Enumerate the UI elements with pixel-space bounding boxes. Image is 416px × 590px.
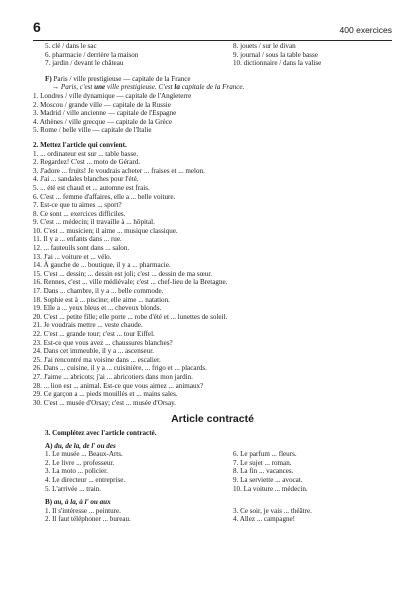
exercise-3a-right: [233, 450, 392, 493]
exercise-3b-title: [33, 498, 392, 507]
list-item: 17. Dans ... chambre, il y a ... belle commode.: [33, 287, 164, 296]
list-item: 16. Rennes, c'est ... ville médiévale; c'est ... chef-lieu de la Bretagne.: [33, 278, 228, 287]
list-item: 7. jardin / devant le château: [45, 59, 124, 68]
list-item: 9. La serviette ... avocat.: [233, 475, 303, 484]
list-item: 5. ... été est chaud et ... automne est frais.: [33, 183, 150, 192]
list-item: 6. Le parfum ... fleurs.: [233, 450, 297, 459]
exercise-3a-label: A): [45, 441, 53, 450]
list-item: 14. À gauche de ... boutique, il y a ... pharmacie.: [33, 261, 171, 270]
exercise-3a-title: [33, 442, 392, 451]
list-item: 4. Athènes / ville grecque — capitale de la Grèce: [33, 117, 173, 126]
list-item: 1. Il s'intéresse ... peinture.: [45, 506, 121, 515]
section-title: Article contracté: [171, 413, 254, 426]
page-header: [33, 0, 392, 40]
list-item: 3. Ce soir, je vais ... théâtre.: [233, 506, 312, 515]
list-item: 30. C'est ... musée d'Orsay; c'est ... musée d'Orsay.: [33, 398, 176, 407]
section-f-items: [33, 92, 392, 135]
list-item: 8. Ce sont ... exercices difficiles.: [33, 209, 126, 218]
list-item: 7. Est-ce que tu aimes ... sport?: [33, 201, 122, 210]
list-item: 1. Le musée ... Beaux-Arts.: [45, 450, 123, 459]
list-item: 2. Le livre ... professeur.: [45, 458, 115, 467]
list-item: 4. Le directeur ... entreprise.: [45, 475, 126, 484]
exercise-3a-items: [33, 450, 392, 493]
list-item: 8. jouets / sur le divan: [233, 42, 296, 50]
list-item: 2. Il faut téléphoner ... bureau.: [45, 515, 131, 524]
list-item: 1. ... ordinateur est sur ... table basse.: [33, 149, 138, 158]
list-item: 9. journal / sous la table basse: [233, 50, 318, 59]
section-f-letter: F): [45, 74, 52, 83]
list-item: 6. pharmacie / derrière la maison: [45, 50, 139, 59]
section-f-prompt: [33, 75, 392, 84]
list-item: 29. Ce garçon a ... pieds mouillés et ... mains sales.: [33, 390, 178, 399]
example-part: capitale de la France.: [179, 83, 245, 92]
list-item: 10. La voiture ... médecin.: [233, 484, 308, 493]
exercise-2-title: 2. Mettez l'article qui convient.: [33, 140, 127, 149]
example-arrow: →: [52, 83, 60, 92]
list-item: 23. Est-ce que vous avez ... chaussures blanches?: [33, 338, 173, 347]
list-item: 27. J'aime ... abricots; j'ai ... abricotiers dans mon jardin.: [33, 372, 193, 381]
exercise-3b-subtitle: au, à la, à l' ou aux: [53, 498, 111, 507]
example-part: Paris, c'est: [60, 83, 95, 92]
list-item: 5. Rome / belle ville — capitale de l'Italie: [33, 126, 152, 135]
list-item: 22. C'est ... grande tour; c'est ... tour Eiffel.: [33, 330, 155, 338]
list-item: 25. J'ai rencontré ma voisine dans ... escalier.: [33, 355, 161, 364]
list-item: 8. La fin ... vacances.: [233, 467, 294, 476]
list-item: 10. C'est ... musicien; il aime ... musique classique.: [33, 226, 178, 235]
list-item: 18. Sophie est à ... piscine; elle aime ... natation.: [33, 295, 170, 304]
list-item: 19. Elle a ... yeux bleus et ... cheveux blonds.: [33, 304, 162, 313]
list-item: 4. J'ai ... sandales blanches pour l'été.: [33, 175, 139, 184]
exercise-3b-right: [233, 507, 392, 524]
list-item: 3. La moto ... policier.: [45, 467, 108, 476]
page-number: 6: [33, 19, 41, 35]
list-item: 3. Madrid / ville ancienne — capitale de l'Espagne: [33, 109, 177, 118]
list-item: 9. C'est ... médecin; il travaille à ... hôpital.: [33, 218, 155, 227]
top-list-right: [233, 42, 392, 68]
list-item: 21. Je voudrais mettre ... veste chaude.: [33, 321, 143, 330]
exercise-3b-label: B): [45, 498, 53, 507]
list-item: 2. Moscou / grande ville — capitale de la Russie: [33, 100, 171, 109]
list-item: 10. dictionnaire / dans la valise: [233, 59, 322, 68]
list-item: 3. J'adore ... fruits! Je voudrais acheter ... fraises et ... melon.: [33, 166, 205, 175]
exercise-2-items: [33, 150, 392, 408]
exercise-3b-items: [33, 507, 392, 524]
top-list: [33, 42, 392, 68]
list-item: 5. clé / dans le sac: [45, 42, 97, 50]
section-f-example: [33, 83, 392, 92]
list-item: 1. Londres / ville dynamique — capitale de l'Angleterre: [33, 91, 192, 100]
list-item: 7. Le sujet ... roman.: [233, 458, 292, 467]
exercise-3-title: 3. Complétez avec l'article contracté.: [45, 428, 157, 437]
example-part: ville prestigieuse. C'est: [105, 83, 175, 92]
list-item: 6. C'est ... femme d'affaires, elle a ... belle voiture.: [33, 192, 176, 201]
example-article: une: [94, 83, 106, 92]
example-article: la: [174, 83, 180, 92]
list-item: 2. Regardez! C'est ... moto de Gérard.: [33, 158, 141, 167]
list-item: 12. ... fauteuils sont dans ... salon.: [33, 244, 130, 253]
list-item: 28. ... lion est ... animal. Est-ce que vous aimez ... animaux?: [33, 381, 204, 390]
top-list-left: [33, 42, 233, 68]
list-item: 5. L'arrivée ... train.: [45, 484, 102, 493]
list-item: 4. Allez ... campagne!: [233, 515, 296, 524]
book-title: 400 exercices: [339, 25, 392, 35]
header-rule: [33, 40, 392, 41]
list-item: 13. J'ai ... voiture et ... vélo.: [33, 252, 112, 261]
section-f-prompt-text: Paris / ville prestigieuse — capitale de la France: [53, 74, 191, 83]
list-item: 26. Dans ... cuisine, il y a ... cuisinière, ... frigo et ... placards.: [33, 364, 207, 373]
list-item: 20. C'est ... petite fille; elle porte ... robe d'été et ... lunettes de soleil.: [33, 312, 228, 321]
list-item: 24. Dans cet immeuble, il y a ... ascenseur.: [33, 347, 154, 356]
exercise-3a-left: [33, 450, 233, 493]
exercise-3b-left: [33, 507, 233, 524]
list-item: 11. Il y a ... enfants dans ... rue.: [33, 235, 122, 244]
list-item: 15. C'est ... dessin; ... dessin est joli; c'est ... dessin de ma sœur.: [33, 269, 213, 278]
exercise-3a-subtitle: du, de la, de l' ou des: [54, 441, 116, 450]
